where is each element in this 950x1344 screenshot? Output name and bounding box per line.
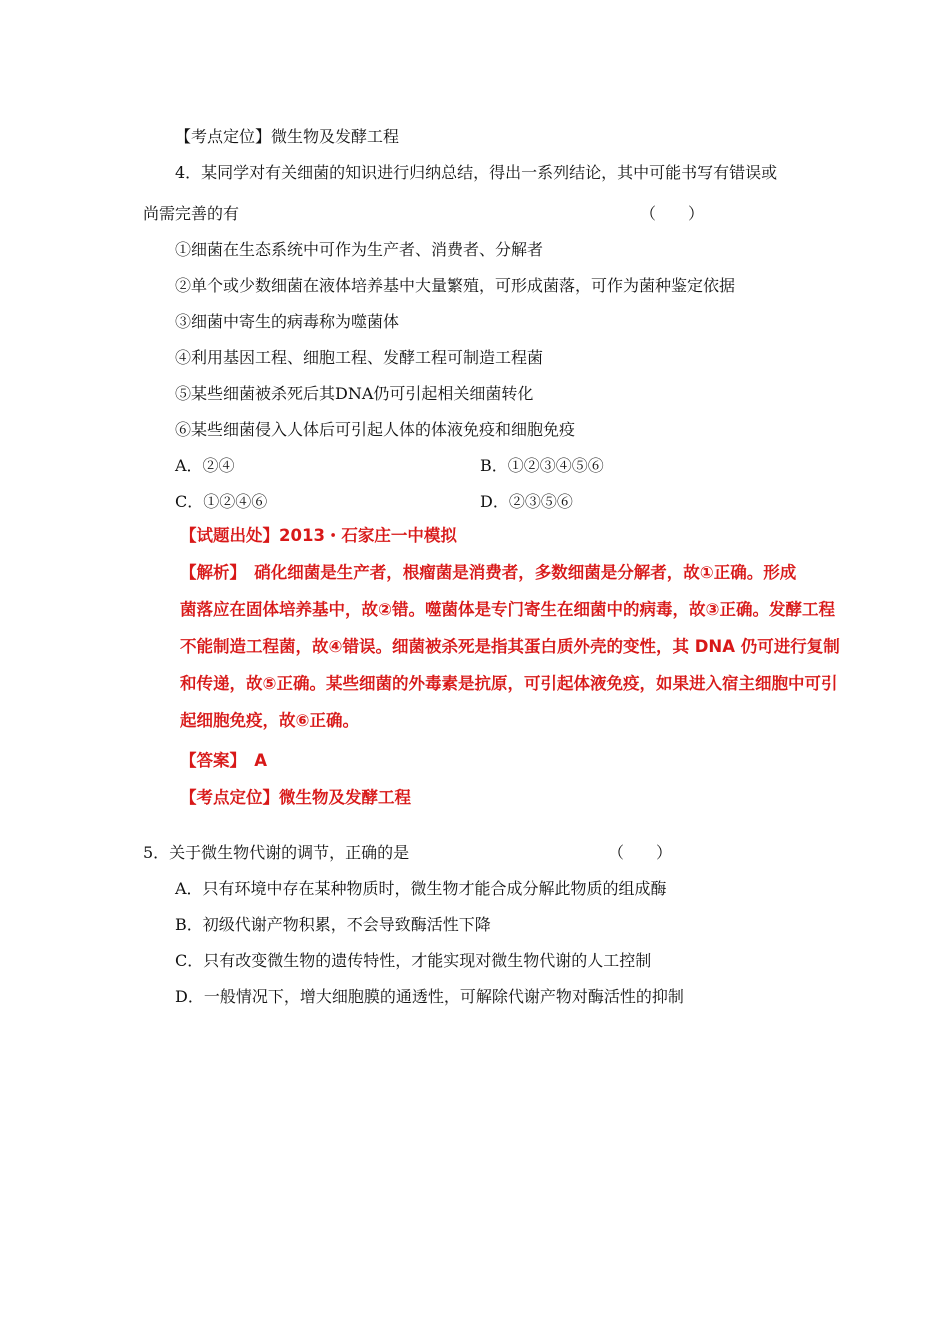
q5-answer-paren: （ ） (608, 843, 673, 862)
q4-analysis-line3: 不能制造工程菌，故④错误。细菌被杀死是指其蛋白质外壳的变性，其 DNA 仍可进行复制 (180, 637, 840, 656)
q4-option-a: A．②④ (175, 456, 235, 475)
q4-option-c: C．①②④⑥ (175, 492, 268, 511)
q4-analysis-line4: 和传递，故⑤正确。某些细菌的外毒素是抗原，可引起体液免疫，如果进入宿主细胞中可引 (180, 674, 838, 693)
q4-item-6: ⑥某些细菌侵入人体后可引起人体的体液免疫和细胞免疫 (175, 420, 576, 439)
q4-answer: 【答案】 A (180, 751, 268, 770)
q4-item-2: ②单个或少数细菌在液体培养基中大量繁殖，可形成菌落，可作为菌种鉴定依据 (175, 276, 736, 295)
q5-option-b: B．初级代谢产物积累，不会导致酶活性下降 (175, 915, 491, 934)
q4-kaodian: 【考点定位】微生物及发酵工程 (180, 788, 411, 807)
q4-item-5: ⑤某些细菌被杀死后其DNA仍可引起相关细菌转化 (175, 384, 534, 403)
q4-analysis-line5: 起细胞免疫，故⑥正确。 (180, 711, 359, 730)
q4-stem-line2: 尚需完善的有 (143, 204, 240, 223)
q4-stem-line1: 4．某同学对有关细菌的知识进行归纳总结，得出一系列结论，其中可能书写有错误或 (175, 163, 778, 182)
q4-item-3: ③细菌中寄生的病毒称为噬菌体 (175, 312, 400, 331)
kaodian-top: 【考点定位】微生物及发酵工程 (175, 127, 400, 146)
q5-option-a: A．只有环境中存在某种物质时，微生物才能合成分解此物质的组成酶 (175, 879, 667, 898)
q5-option-c: C．只有改变微生物的遗传特性，才能实现对微生物代谢的人工控制 (175, 951, 652, 970)
q4-analysis-line1: 【解析】 硝化细菌是生产者，根瘤菌是消费者，多数细菌是分解者，故①正确。形成 (180, 563, 797, 582)
q5-option-d: D．一般情况下，增大细胞膜的通透性，可解除代谢产物对酶活性的抑制 (175, 987, 684, 1006)
q4-answer-paren: （ ） (640, 204, 705, 223)
q4-option-d: D．②③⑤⑥ (480, 492, 573, 511)
q4-option-b: B．①②③④⑤⑥ (480, 456, 604, 475)
q4-item-1: ①细菌在生态系统中可作为生产者、消费者、分解者 (175, 240, 544, 259)
q5-stem: 5．关于微生物代谢的调节，正确的是 (143, 843, 410, 862)
q4-item-4: ④利用基因工程、细胞工程、发酵工程可制造工程菌 (175, 348, 544, 367)
q4-analysis-line2: 菌落应在固体培养基中，故②错。噬菌体是专门寄生在细菌中的病毒，故③正确。发酵工程 (180, 600, 835, 619)
q4-source: 【试题出处】2013・石家庄一中模拟 (180, 526, 457, 545)
